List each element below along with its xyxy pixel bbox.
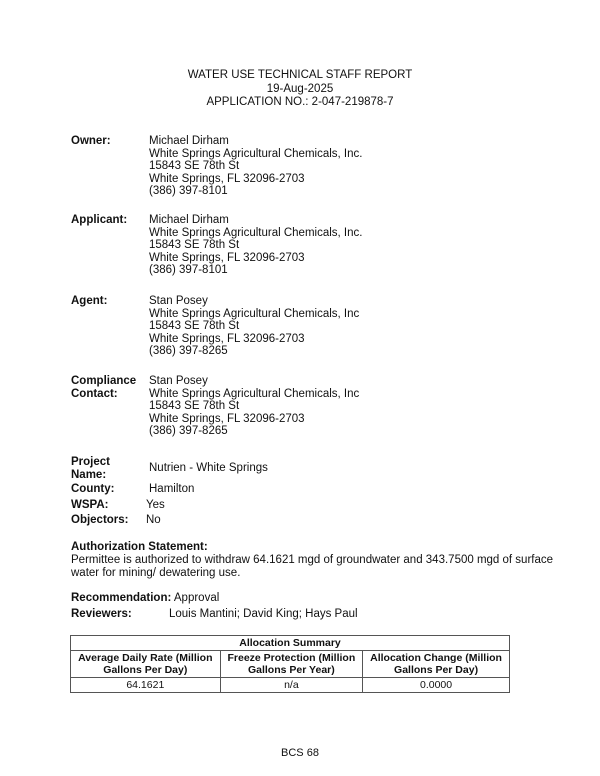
report-title: WATER USE TECHNICAL STAFF REPORT	[187, 69, 413, 81]
column-header-freeze-protection	[220, 651, 362, 678]
header-line: Gallons Per Year)	[247, 664, 335, 676]
county-row	[71, 483, 551, 497]
owner-city: White Springs, FL 32096-2703	[149, 172, 305, 185]
application-number: APPLICATION NO.: 2-047-219878-7	[206, 96, 394, 108]
project-label-line-2: Name:	[71, 468, 107, 481]
authorization-label: Authorization Statement:	[71, 541, 208, 553]
objectors-row	[71, 514, 551, 528]
recommendation-row	[71, 592, 551, 606]
authorization-text-line-2: water for mining/ dewatering use.	[71, 567, 241, 579]
applicant-company: White Springs Agricultural Chemicals, Inc.	[149, 226, 363, 239]
allocation-summary-table	[70, 635, 510, 693]
project-name-row	[71, 456, 551, 482]
header-line: Gallons Per Day)	[394, 664, 479, 676]
owner-label: Owner:	[71, 135, 111, 147]
applicant-name: Michael Dirham	[149, 214, 229, 226]
column-header-average-daily-rate	[71, 651, 221, 678]
page-footer-code: BCS 68	[281, 747, 319, 759]
applicant-phone: (386) 397-8101	[149, 264, 228, 277]
header-line: Average Daily Rate (Million	[78, 652, 213, 664]
compliance-contact-label	[71, 375, 149, 400]
compliance-label-line-2: Contact:	[71, 387, 118, 400]
freeze-protection-value: n/a	[220, 678, 362, 693]
project-name-value: Nutrien - White Springs	[149, 462, 268, 474]
applicant-street: 15843 SE 78th St	[149, 239, 240, 252]
wspa-label: WSPA:	[71, 499, 109, 511]
reviewers-label: Reviewers:	[71, 608, 132, 620]
recommendation-label: Recommendation:	[71, 592, 172, 604]
header-line: Allocation Change (Million	[370, 652, 502, 664]
applicant-block	[71, 214, 551, 279]
applicant-details	[149, 214, 362, 277]
table-row	[71, 678, 510, 693]
agent-city: White Springs, FL 32096-2703	[149, 332, 305, 345]
compliance-name: Stan Posey	[149, 375, 208, 387]
agent-label: Agent:	[71, 295, 108, 307]
agent-name: Stan Posey	[149, 295, 208, 307]
wspa-row	[71, 499, 551, 513]
county-value: Hamilton	[149, 483, 195, 495]
report-date: 19-Aug-2025	[266, 82, 334, 95]
owner-phone: (386) 397-8101	[149, 185, 228, 198]
objectors-value: No	[146, 514, 161, 526]
county-label: County:	[71, 483, 115, 495]
project-name-label	[71, 456, 110, 481]
wspa-value: Yes	[146, 499, 165, 511]
allocation-summary-title: Allocation Summary	[71, 636, 510, 651]
agent-block	[71, 295, 551, 360]
compliance-company: White Springs Agricultural Chemicals, Inc	[149, 387, 360, 400]
authorization-text-line-1: Permittee is authorized to withdraw 64.1621 mgd of groundwater and 343.7500 mgd of surface	[71, 554, 554, 566]
compliance-contact-details	[149, 375, 359, 438]
column-header-allocation-change	[363, 651, 510, 678]
owner-street: 15843 SE 78th St	[149, 160, 240, 173]
header-line: Gallons Per Day)	[103, 664, 188, 676]
allocation-change-value: 0.0000	[363, 678, 510, 693]
header-line: Freeze Protection (Million	[227, 652, 356, 664]
owner-name: Michael Dirham	[149, 135, 229, 147]
agent-details	[149, 295, 359, 358]
compliance-label-line-1: Compliance	[71, 375, 137, 387]
agent-phone: (386) 397-8265	[149, 345, 228, 358]
table-header-row	[71, 651, 510, 678]
owner-company: White Springs Agricultural Chemicals, Inc.	[149, 147, 363, 160]
compliance-phone: (386) 397-8265	[149, 425, 228, 438]
compliance-contact-block	[71, 375, 551, 440]
table-title-row	[71, 636, 510, 651]
applicant-city: White Springs, FL 32096-2703	[149, 251, 305, 264]
compliance-city: White Springs, FL 32096-2703	[149, 412, 305, 425]
owner-details	[149, 135, 362, 198]
objectors-label: Objectors:	[71, 514, 129, 526]
project-label-line-1: Project	[71, 456, 110, 468]
agent-street: 15843 SE 78th St	[149, 320, 240, 333]
average-daily-rate-value: 64.1621	[71, 678, 221, 693]
recommendation-value: Approval	[173, 592, 220, 604]
applicant-label: Applicant:	[71, 214, 128, 226]
owner-block	[71, 135, 551, 200]
reviewers-row	[71, 608, 551, 622]
compliance-street: 15843 SE 78th St	[149, 400, 240, 413]
report-header	[0, 69, 600, 110]
authorization-statement	[71, 541, 554, 580]
reviewers-value: Louis Mantini; David King; Hays Paul	[169, 608, 358, 620]
agent-company: White Springs Agricultural Chemicals, Inc	[149, 307, 360, 320]
